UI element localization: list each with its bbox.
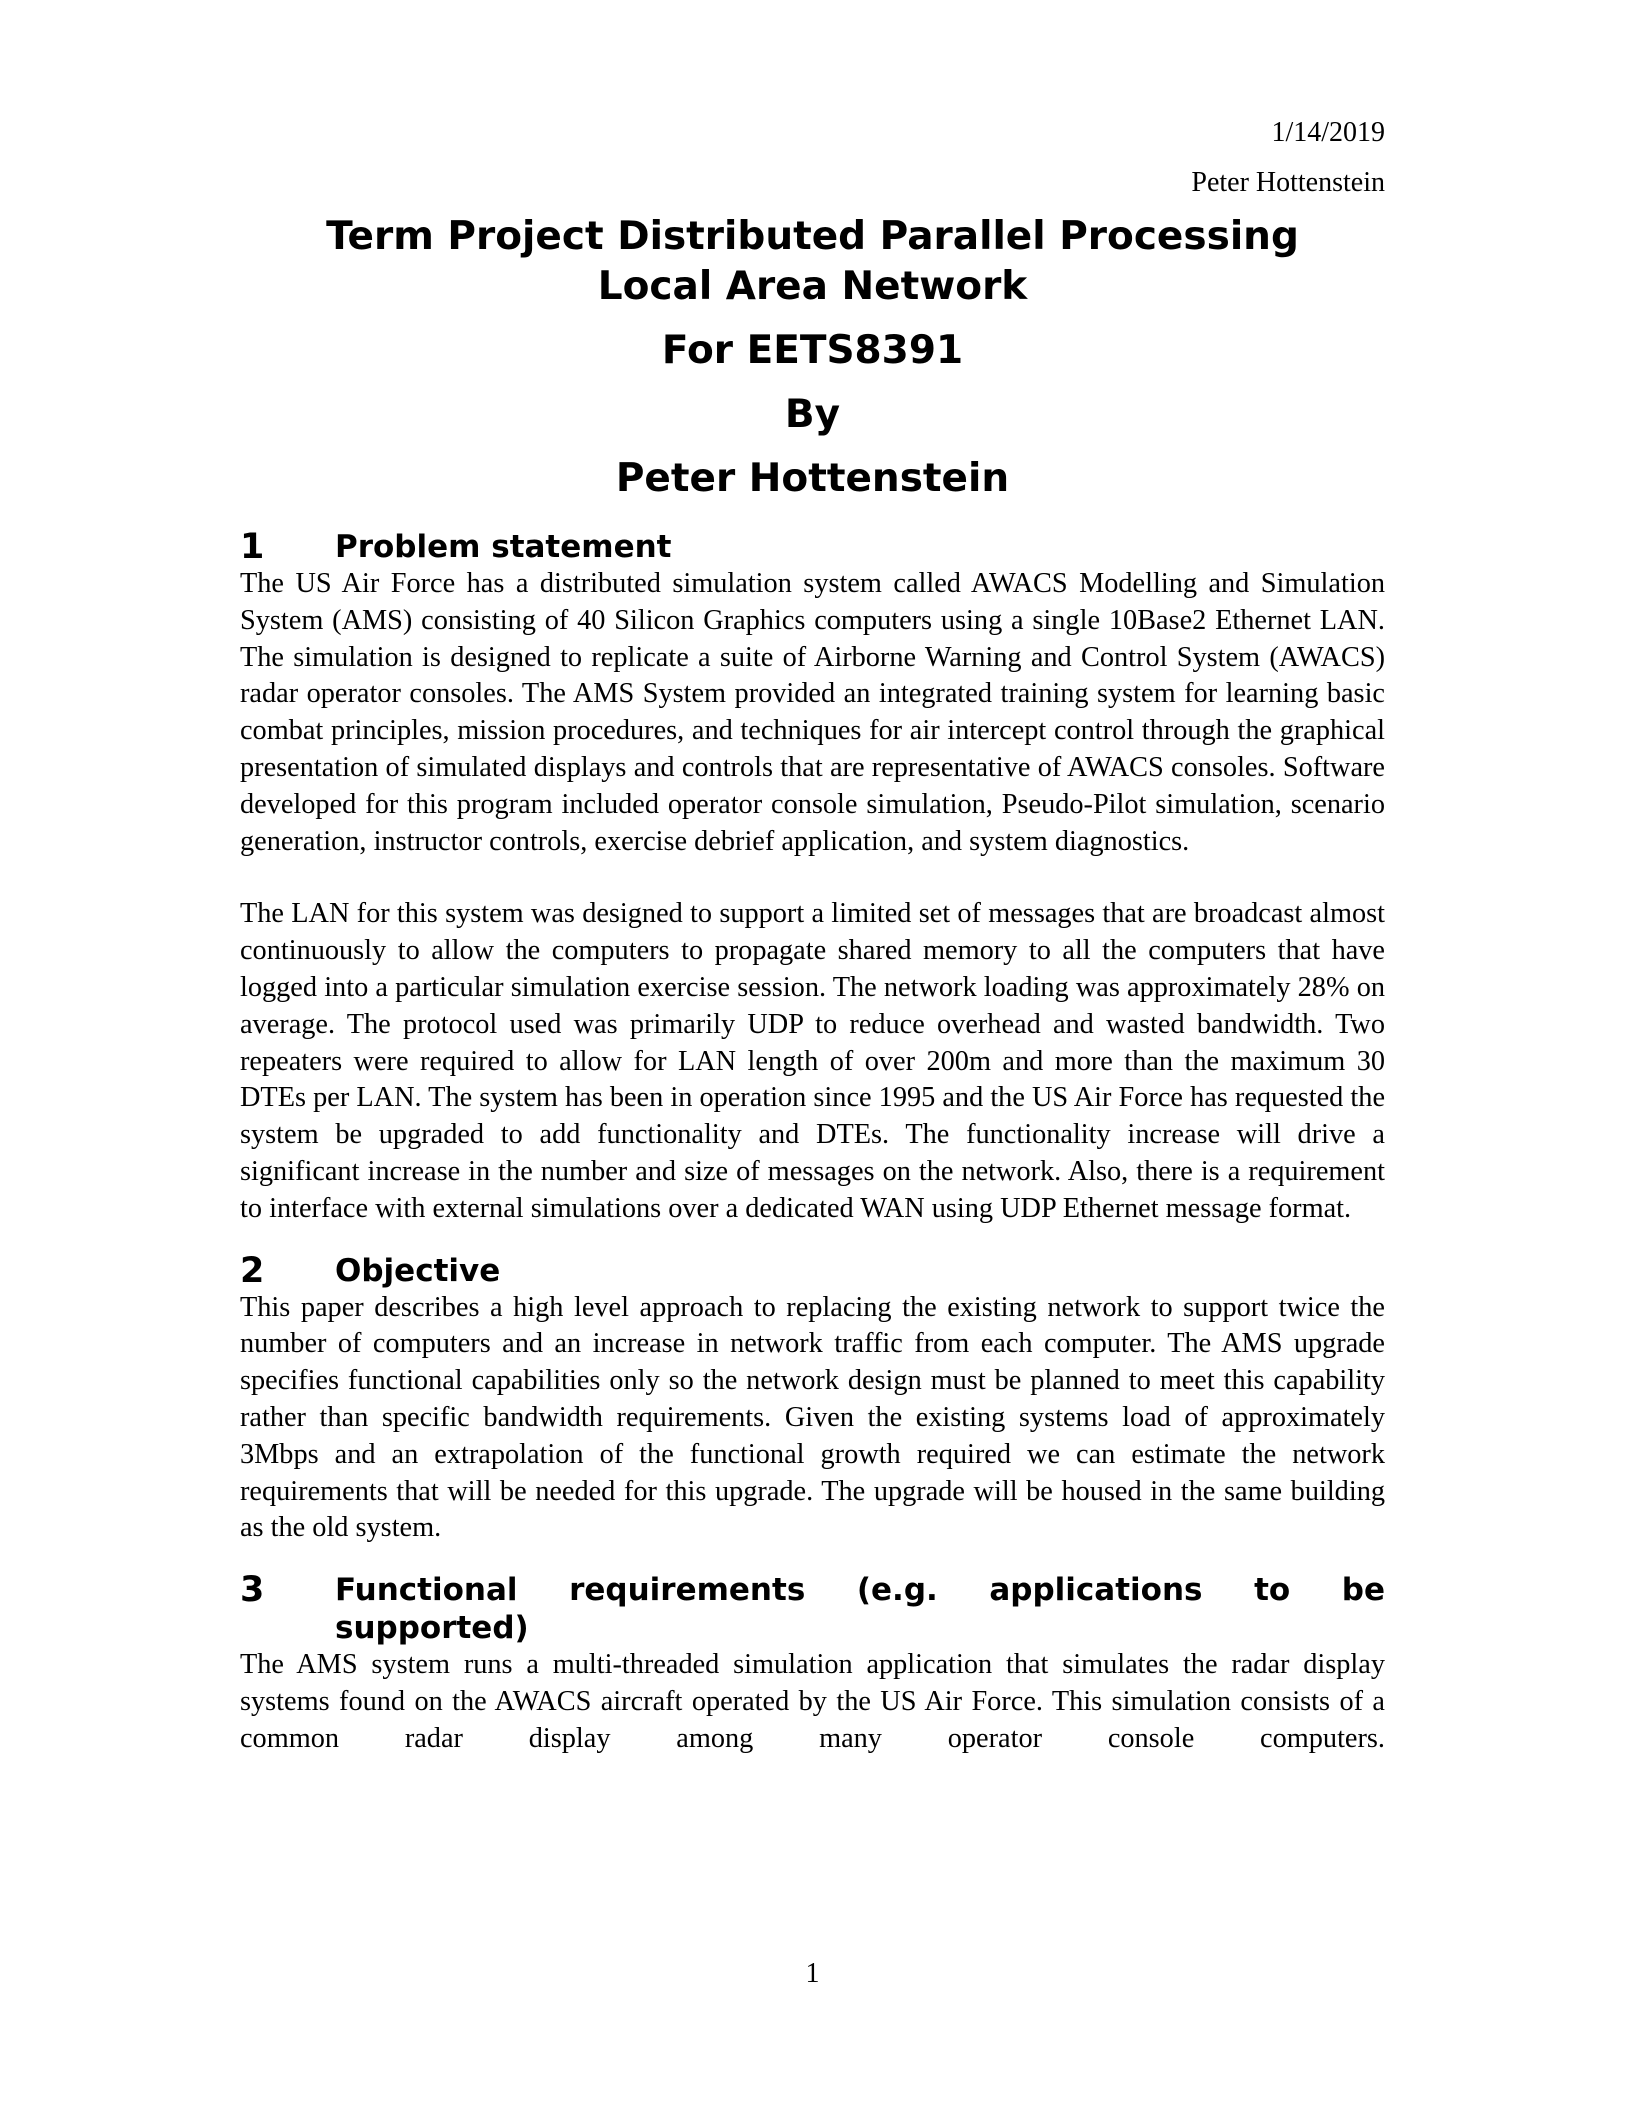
section-heading [240, 1252, 1385, 1290]
section-heading [240, 1571, 1385, 1647]
title-line-2: Local Area Network [597, 264, 1028, 309]
header-date: 1/14/2019 [1271, 117, 1385, 148]
header-block [240, 108, 1385, 208]
section-objective [240, 1252, 1385, 1548]
section-number: 1 [240, 527, 265, 567]
title-line-1: Term Project Distributed Parallel Processing [326, 214, 1299, 259]
page-number: 1 [805, 1958, 820, 1989]
section-functional-requirements [240, 1571, 1385, 1757]
paragraph: The US Air Force has a distributed simulation system called AWACS Modelling and Simulation System (AMS) consisting of 40 Silicon Graphics computers using a single 10Base2 Ethernet LAN. The simulation is designed to replicate a suite of Airborne Warning and Control System (AWACS) radar operator consoles. The AMS System provided an integrated training system for learning basic combat principles, mission procedures, and techniques for air intercept control through the graphical presentation of simulated displays and controls that are representative of AWACS consoles. Software developed for this program included operator console simulation, Pseudo-Pilot simulation, scenario generation, instructor controls, exercise debrief application, and system diagnostics. [240, 568, 1385, 857]
title-line-3: For EETS8391 [661, 328, 964, 373]
paragraph: This paper describes a high level approach to replacing the existing network to support twice the number of computers and an increase in network traffic from each computer. The AMS upgrade specifies functional capabilities only so the network design must be planned to meet this capability rather than specific bandwidth requirements. Given the existing systems load of approximately 3Mbps and an extrapolation of the functional growth required we can estimate the network requirements that will be needed for this upgrade. The upgrade will be housed in the same building as the old system. [240, 1291, 1385, 1544]
section-heading-text: Functional requirements (e.g. applications to be supported) [335, 1572, 1385, 1647]
section-heading-text: Objective [335, 1252, 501, 1289]
document-title [240, 212, 1385, 504]
document-page [240, 108, 1385, 2068]
title-line-4: By [784, 392, 841, 437]
section-number: 2 [240, 1250, 265, 1291]
section-number: 3 [240, 1570, 265, 1611]
section-heading-text: Problem statement [335, 529, 672, 565]
paragraph: The AMS system runs a multi-threaded simulation application that simulates the radar display systems found on the AWACS aircraft operated by the US Air Force. This simulation consists of a common radar display among many operator console computers. [240, 1649, 1385, 1754]
header-author: Peter Hottenstein [1191, 167, 1385, 198]
section-problem-statement [240, 528, 1385, 1228]
section-heading [240, 528, 1385, 566]
paragraph: The LAN for this system was designed to support a limited set of messages that are broadcast almost continuously to allow the computers to propagate shared memory to all the computers that have logged into a particular simulation exercise session. The network loading was approximately 28% on average. The protocol used was primarily UDP to reduce overhead and wasted bandwidth. Two repeaters were required to allow for LAN length of over 200m and more than the maximum 30 DTEs per LAN. The system has been in operation since 1995 and the US Air Force has requested the system be upgraded to add functionality and DTEs. The functionality increase will drive a significant increase in the number and size of messages on the network. Also, there is a requirement to interface with external simulations over a dedicated WAN using UDP Ethernet message format. [240, 898, 1385, 1224]
title-line-5: Peter Hottenstein [615, 456, 1010, 501]
